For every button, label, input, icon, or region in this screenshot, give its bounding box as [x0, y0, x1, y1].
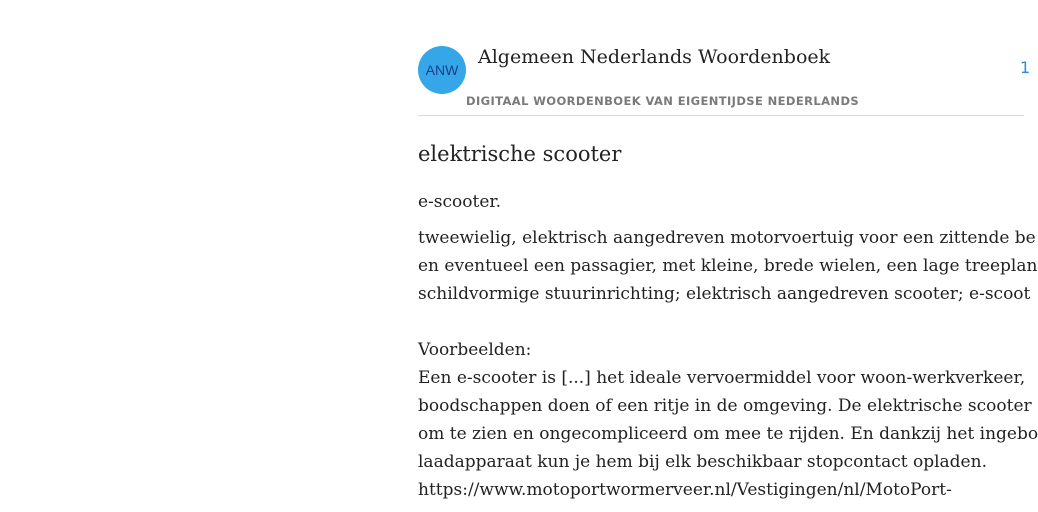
- definition-line: tweewielig, elektrisch aangedreven motorvoertuig voor een zittende be: [418, 228, 1036, 248]
- spacer: [418, 308, 1024, 336]
- logo-text: ANW: [425, 62, 459, 78]
- example-line: om te zien en ongecompliceerd om mee te rijden. En dankzij het ingebo: [418, 424, 1038, 444]
- header-divider: [418, 115, 1024, 116]
- example-line: Een e-scooter is [...] het ideale vervoermiddel voor woon-werkverkeer,: [418, 368, 1026, 388]
- examples: [418, 336, 1038, 504]
- entry-content: [418, 138, 1038, 504]
- definition-line: en eventueel een passagier, met kleine, brede wielen, een lage treeplan: [418, 256, 1038, 276]
- site-header: [418, 46, 1038, 116]
- entry-synonym: e-scooter.: [418, 192, 502, 212]
- example-source-link[interactable]: https://www.motoportwormerveer.nl/Vestigingen/nl/MotoPort-: [418, 480, 952, 500]
- anw-logo[interactable]: [418, 46, 466, 94]
- entry-title: elektrische scooter: [418, 142, 622, 166]
- example-line: laadapparaat kun je hem bij elk beschikbaar stopcontact opladen.: [418, 452, 987, 472]
- site-title[interactable]: Algemeen Nederlands Woordenboek: [478, 46, 831, 68]
- cut-off-header-link[interactable]: 1: [1020, 58, 1031, 77]
- definition: [418, 224, 1038, 308]
- site-subtitle: DIGITAAL WOORDENBOEK VAN EIGENTIJDSE NEDERLANDS: [466, 94, 860, 108]
- examples-label: Voorbeelden:: [418, 340, 532, 360]
- example-line: boodschappen doen of een ritje in de omgeving. De elektrische scooter: [418, 396, 1032, 416]
- definition-line: schildvormige stuurinrichting; elektrisch aangedreven scooter; e-scoot: [418, 284, 1031, 304]
